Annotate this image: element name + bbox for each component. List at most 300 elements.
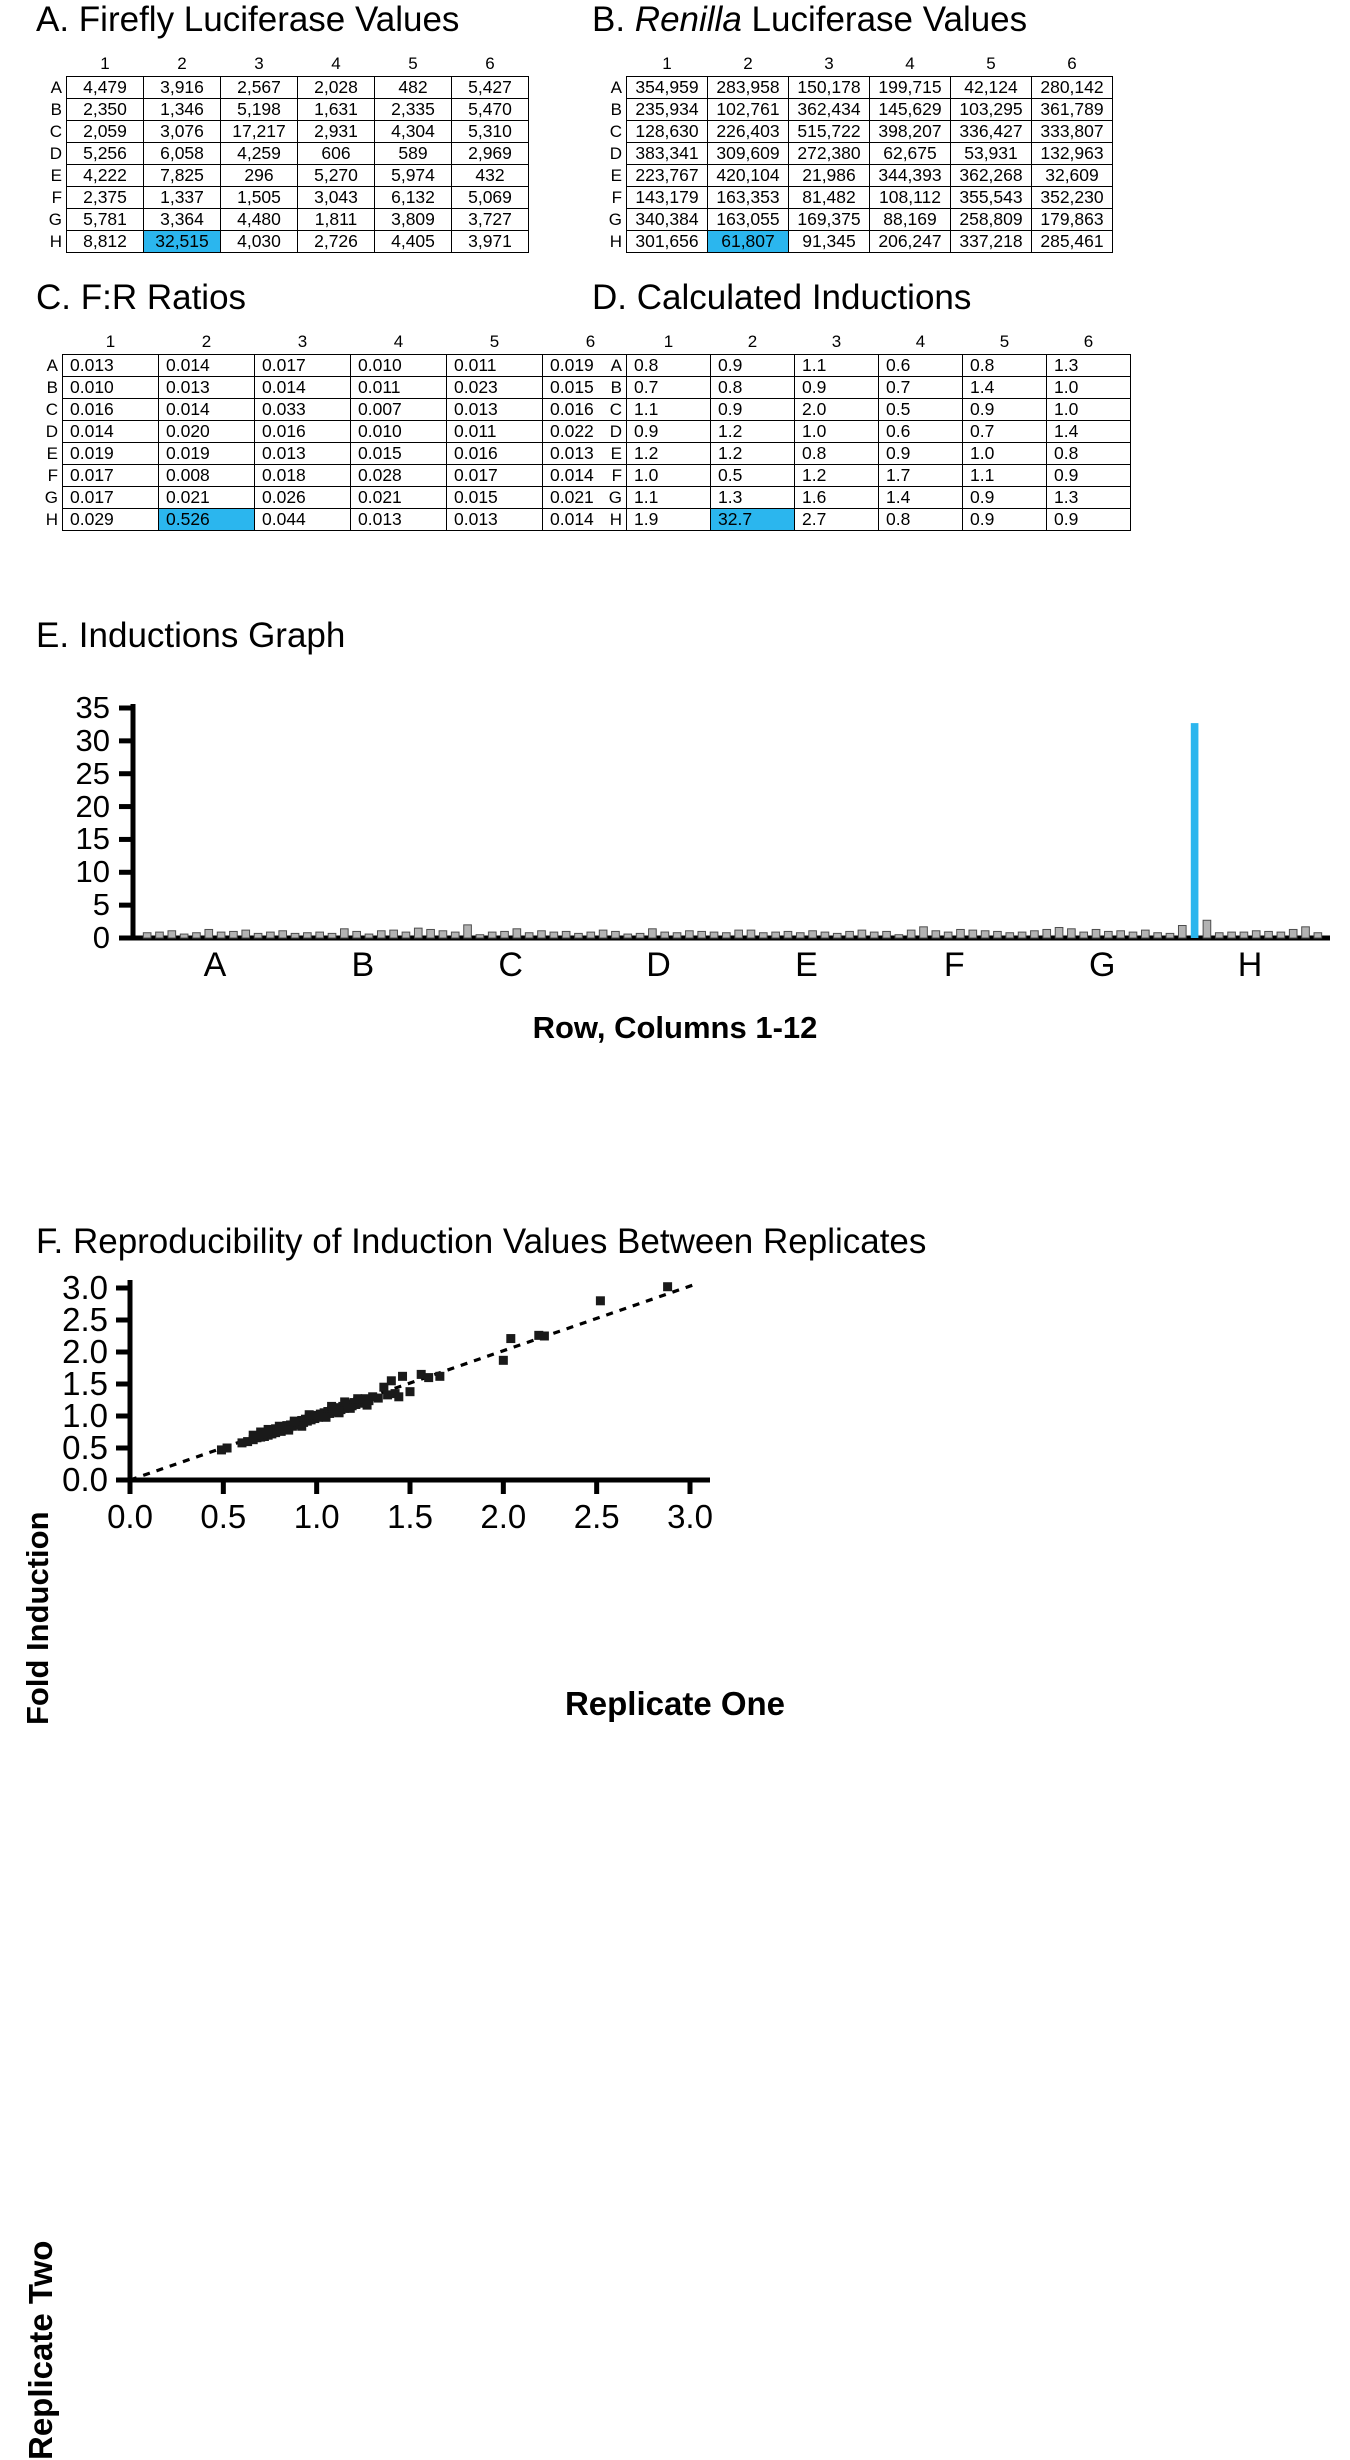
plate-corner (604, 52, 627, 77)
plate-cell: 1,631 (298, 99, 375, 121)
plate-cell: 32.7 (711, 509, 795, 531)
table-row (44, 99, 529, 121)
table-row (44, 77, 529, 99)
plate-cell: 0.014 (159, 399, 255, 421)
plate-row-header: C (45, 399, 58, 419)
plate-cell: 1.0 (1047, 377, 1131, 399)
bar-chart-y-tick: 5 (92, 887, 110, 923)
plate-cell: 1.7 (879, 465, 963, 487)
bar-chart-group-label: H (1237, 946, 1263, 984)
plate-cell: 0.9 (963, 509, 1047, 531)
plate-cell: 0.033 (255, 399, 351, 421)
bar-chart-y-tick: 30 (75, 722, 110, 758)
scatter-y-axis-title: Replicate Two (22, 2240, 59, 2460)
table-row (40, 355, 639, 377)
plate-cell: 88,169 (870, 209, 951, 231)
plate-row-header: H (609, 231, 622, 251)
table-row (604, 121, 1113, 143)
plate-row-header: D (45, 421, 58, 441)
scatter-x-tick: 3.0 (667, 1498, 713, 1535)
plate-cell: 0.007 (351, 399, 447, 421)
plate-cell: 0.016 (447, 443, 543, 465)
scatter-y-tick: 2.5 (62, 1301, 108, 1338)
plate-cell: 0.014 (63, 421, 159, 443)
plate-cell: 2,028 (298, 77, 375, 99)
plate-cell: 0.013 (543, 443, 639, 465)
plate-col-header: 6 (585, 332, 596, 351)
plate-row-header: A (610, 77, 622, 97)
scatter-x-tick: 2.5 (573, 1498, 620, 1535)
plate-cell: 0.015 (351, 443, 447, 465)
panel-a-title: A. Firefly Luciferase Values (36, 0, 460, 39)
table-row (44, 121, 529, 143)
plate-cell: 272,380 (789, 143, 870, 165)
scatter-x-tick: 1.0 (293, 1498, 340, 1535)
plate-row-header: E (610, 165, 622, 185)
plate-row-header: G (608, 209, 622, 229)
plate-cell: 0.029 (63, 509, 159, 531)
plate-cell: 0.7 (963, 421, 1047, 443)
plate-cell: 2,567 (221, 77, 298, 99)
plate-corner (604, 330, 627, 355)
table-row (604, 487, 1131, 509)
plate-col-header: 2 (743, 54, 753, 73)
plate-cell: 1.0 (627, 465, 711, 487)
plate-row-header: G (608, 487, 622, 507)
plate-cell: 61,807 (708, 231, 789, 253)
bar-chart-group-label: A (203, 946, 227, 984)
plate-cell: 1.6 (795, 487, 879, 509)
plate-cell: 32,609 (1032, 165, 1113, 187)
plate-col-header: 4 (331, 54, 341, 73)
plate-cell: 2.7 (795, 509, 879, 531)
plate-cell: 1.4 (1047, 421, 1131, 443)
plate-cell: 53,931 (951, 143, 1032, 165)
plate-cell: 0.015 (543, 377, 639, 399)
scatter-y-tick: 2.0 (62, 1333, 108, 1370)
plate-col-header: 3 (254, 54, 264, 73)
plate-cell: 482 (375, 77, 452, 99)
plate-col-header: 5 (986, 54, 996, 73)
plate-cell: 0.9 (879, 443, 963, 465)
plate-cell: 5,974 (375, 165, 452, 187)
table-row (40, 465, 639, 487)
scatter-x-tick: 1.5 (387, 1498, 433, 1535)
plate-cell: 2,335 (375, 99, 452, 121)
fr-ratios-table (40, 330, 639, 531)
plate-cell: 235,934 (627, 99, 708, 121)
reproducibility-scatter-chart (0, 1269, 1350, 2460)
plate-col-header: 4 (393, 332, 404, 351)
plate-cell: 0.008 (159, 465, 255, 487)
plate-col-header: 1 (663, 332, 674, 351)
plate-cell: 0.8 (711, 377, 795, 399)
panel-d-title: D. Calculated Inductions (592, 278, 972, 317)
scatter-x-tick: 0.0 (107, 1498, 153, 1535)
plate-cell: 337,218 (951, 231, 1032, 253)
plate-cell: 17,217 (221, 121, 298, 143)
plate-row-header: C (49, 121, 62, 141)
plate-cell: 150,178 (789, 77, 870, 99)
plate-cell: 32,515 (144, 231, 221, 253)
plate-cell: 355,543 (951, 187, 1032, 209)
plate-row-header: A (46, 355, 58, 375)
plate-row-header: H (609, 509, 622, 529)
plate-row-header: G (44, 487, 58, 507)
plate-cell: 0.6 (879, 355, 963, 377)
plate-cell: 309,609 (708, 143, 789, 165)
plate-row-header: B (610, 99, 622, 119)
plate-row-header: F (51, 187, 62, 207)
table-row (604, 165, 1113, 187)
plate-cell: 1,337 (144, 187, 221, 209)
plate-cell: 2.0 (795, 399, 879, 421)
plate-cell: 21,986 (789, 165, 870, 187)
plate-cell: 344,393 (870, 165, 951, 187)
plate-cell: 5,781 (67, 209, 144, 231)
table-row (44, 231, 529, 253)
calculated-inductions-table (604, 330, 1131, 531)
plate-cell: 1.0 (963, 443, 1047, 465)
plate-corner (40, 330, 63, 355)
plate-cell: 4,030 (221, 231, 298, 253)
plate-cell: 0.016 (255, 421, 351, 443)
plate-cell: 361,789 (1032, 99, 1113, 121)
plate-row-header: F (611, 187, 622, 207)
plate-cell: 340,384 (627, 209, 708, 231)
scatter-y-tick: 0.5 (62, 1429, 108, 1466)
table-row (604, 99, 1113, 121)
plate-cell: 0.5 (879, 399, 963, 421)
plate-row-header: E (46, 443, 58, 463)
plate-row-header: E (50, 165, 62, 185)
scatter-x-tick: 0.5 (200, 1498, 247, 1535)
table-row (40, 421, 639, 443)
plate-cell: 352,230 (1032, 187, 1113, 209)
plate-cell: 362,268 (951, 165, 1032, 187)
plate-cell: 1,346 (144, 99, 221, 121)
plate-col-header: 5 (408, 54, 418, 73)
plate-cell: 0.018 (255, 465, 351, 487)
plate-cell: 0.8 (627, 355, 711, 377)
plate-cell: 420,104 (708, 165, 789, 187)
table-row (604, 187, 1113, 209)
plate-col-header: 1 (662, 54, 672, 73)
plate-cell: 283,958 (708, 77, 789, 99)
plate-col-header: 4 (905, 54, 915, 73)
plate-row-header: A (50, 77, 62, 97)
plate-cell: 1.1 (627, 399, 711, 421)
plate-cell: 0.011 (351, 377, 447, 399)
plate-cell: 0.011 (447, 421, 543, 443)
plate-cell: 1.2 (711, 443, 795, 465)
plate-cell: 0.021 (543, 487, 639, 509)
bar-chart-x-axis-title: Row, Columns 1-12 (532, 1010, 818, 1045)
plate-cell: 0.9 (963, 399, 1047, 421)
plate-col-header: 6 (485, 54, 495, 73)
plate-cell: 42,124 (951, 77, 1032, 99)
plate-cell: 3,076 (144, 121, 221, 143)
plate-col-header: 5 (999, 332, 1010, 351)
plate-cell: 3,809 (375, 209, 452, 231)
plate-cell: 1.9 (627, 509, 711, 531)
plate-cell: 0.023 (447, 377, 543, 399)
plate-cell: 0.028 (351, 465, 447, 487)
scatter-y-tick: 1.0 (62, 1397, 108, 1434)
plate-cell: 2,969 (452, 143, 529, 165)
bar-chart-group-label: F (943, 946, 965, 984)
plate-cell: 145,629 (870, 99, 951, 121)
plate-cell: 5,069 (452, 187, 529, 209)
plate-cell: 108,112 (870, 187, 951, 209)
table-row (604, 443, 1131, 465)
plate-cell: 0.013 (63, 355, 159, 377)
scatter-x-tick: 2.0 (480, 1498, 527, 1535)
panel-c-title: C. F:R Ratios (36, 278, 247, 317)
plate-cell: 301,656 (627, 231, 708, 253)
plate-cell: 285,461 (1032, 231, 1113, 253)
plate-cell: 3,727 (452, 209, 529, 231)
plate-cell: 606 (298, 143, 375, 165)
bar-chart-y-axis-title: Fold Induction (20, 1511, 55, 1725)
plate-cell: 62,675 (870, 143, 951, 165)
plate-cell: 0.8 (795, 443, 879, 465)
plate-row-header: C (609, 399, 622, 419)
plate-row-header: B (46, 377, 58, 397)
plate-row-header: B (610, 377, 622, 397)
panel-b-title-italic: Renilla (634, 0, 742, 39)
table-row (40, 509, 639, 531)
plate-row-header: B (50, 99, 62, 119)
plate-cell: 0.014 (255, 377, 351, 399)
panel-b-title-post: Luciferase Values (741, 0, 1028, 39)
plate-cell: 8,812 (67, 231, 144, 253)
table-row (604, 231, 1113, 253)
plate-cell: 2,931 (298, 121, 375, 143)
plate-cell: 4,259 (221, 143, 298, 165)
plate-col-header: 4 (915, 332, 926, 351)
plate-cell: 5,270 (298, 165, 375, 187)
table-row (604, 77, 1113, 99)
plate-cell: 1,811 (298, 209, 375, 231)
plate-cell: 1,505 (221, 187, 298, 209)
bar-chart-group-label: B (351, 946, 375, 984)
plate-cell: 0.8 (879, 509, 963, 531)
plate-cell: 128,630 (627, 121, 708, 143)
plate-cell: 199,715 (870, 77, 951, 99)
bar-chart-y-tick: 25 (75, 755, 110, 791)
table-row (40, 377, 639, 399)
plate-cell: 81,482 (789, 187, 870, 209)
plate-cell: 0.026 (255, 487, 351, 509)
plate-cell: 1.0 (795, 421, 879, 443)
plate-cell: 3,364 (144, 209, 221, 231)
plate-cell: 5,470 (452, 99, 529, 121)
plate-cell: 91,345 (789, 231, 870, 253)
plate-cell: 0.019 (543, 355, 639, 377)
plate-cell: 5,256 (67, 143, 144, 165)
plate-cell: 0.044 (255, 509, 351, 531)
plate-cell: 0.019 (63, 443, 159, 465)
plate-cell: 2,375 (67, 187, 144, 209)
plate-col-header: 3 (831, 332, 842, 351)
plate-cell: 0.014 (543, 509, 639, 531)
panel-e-title: E. Inductions Graph (36, 616, 346, 655)
plate-cell: 0.013 (159, 377, 255, 399)
plate-cell: 1.1 (627, 487, 711, 509)
plate-cell: 0.013 (447, 509, 543, 531)
table-row (44, 209, 529, 231)
plate-row-header: F (611, 465, 622, 485)
plate-cell: 0.010 (351, 355, 447, 377)
plate-cell: 3,916 (144, 77, 221, 99)
plate-cell: 206,247 (870, 231, 951, 253)
table-row (40, 399, 639, 421)
table-row (604, 355, 1131, 377)
plate-cell: 226,403 (708, 121, 789, 143)
plate-cell: 2,059 (67, 121, 144, 143)
plate-cell: 0.017 (447, 465, 543, 487)
plate-cell: 398,207 (870, 121, 951, 143)
plate-cell: 0.010 (351, 421, 447, 443)
plate-col-header: 2 (747, 332, 758, 351)
plate-cell: 0.014 (543, 465, 639, 487)
table-row (44, 165, 529, 187)
plate-col-header: 6 (1067, 54, 1077, 73)
plate-cell: 0.9 (1047, 465, 1131, 487)
plate-cell: 163,055 (708, 209, 789, 231)
plate-cell: 1.4 (879, 487, 963, 509)
plate-cell: 1.2 (795, 465, 879, 487)
plate-cell: 0.015 (447, 487, 543, 509)
plate-cell: 0.019 (159, 443, 255, 465)
panel-f-title: F. Reproducibility of Induction Values Between Replicates (36, 1222, 927, 1261)
plate-cell: 333,807 (1032, 121, 1113, 143)
plate-cell: 1.2 (627, 443, 711, 465)
plate-row-header: H (49, 231, 62, 251)
plate-cell: 0.7 (879, 377, 963, 399)
plate-cell: 0.021 (351, 487, 447, 509)
scatter-y-tick: 0.0 (62, 1461, 108, 1498)
bar-chart-group-label: E (795, 946, 818, 984)
plate-row-header: E (610, 443, 622, 463)
table-row (604, 509, 1131, 531)
scatter-x-axis-title: Replicate One (564, 1685, 786, 1722)
plate-col-header: 5 (489, 332, 500, 351)
plate-cell: 132,963 (1032, 143, 1113, 165)
plate-cell: 0.016 (63, 399, 159, 421)
plate-cell: 362,434 (789, 99, 870, 121)
plate-cell: 0.6 (879, 421, 963, 443)
plate-cell: 0.022 (543, 421, 639, 443)
plate-cell: 2,350 (67, 99, 144, 121)
plate-cell: 5,427 (452, 77, 529, 99)
plate-cell: 0.014 (159, 355, 255, 377)
plate-row-header: F (47, 465, 58, 485)
plate-col-header: 1 (105, 332, 116, 351)
plate-col-header: 6 (1083, 332, 1094, 351)
plate-cell: 0.8 (1047, 443, 1131, 465)
plate-cell: 0.013 (255, 443, 351, 465)
plate-cell: 296 (221, 165, 298, 187)
plate-cell: 0.9 (711, 399, 795, 421)
plate-row-header: A (610, 355, 622, 375)
table-row (44, 187, 529, 209)
plate-cell: 2,726 (298, 231, 375, 253)
plate-cell: 515,722 (789, 121, 870, 143)
plate-cell: 0.526 (159, 509, 255, 531)
plate-cell: 5,198 (221, 99, 298, 121)
plate-cell: 0.9 (627, 421, 711, 443)
plate-cell: 6,058 (144, 143, 221, 165)
plate-cell: 383,341 (627, 143, 708, 165)
plate-cell: 1.1 (963, 465, 1047, 487)
plate-cell: 3,043 (298, 187, 375, 209)
plate-cell: 0.021 (159, 487, 255, 509)
plate-cell: 179,863 (1032, 209, 1113, 231)
plate-cell: 1.3 (711, 487, 795, 509)
plate-cell: 1.4 (963, 377, 1047, 399)
bar-chart-group-label: C (498, 946, 523, 984)
plate-cell: 4,304 (375, 121, 452, 143)
table-row (604, 421, 1131, 443)
bar-chart-y-tick: 0 (92, 920, 110, 955)
table-row (604, 399, 1131, 421)
table-row (40, 443, 639, 465)
plate-cell: 163,353 (708, 187, 789, 209)
plate-row-header: H (45, 509, 58, 529)
table-row (604, 377, 1131, 399)
plate-col-header: 3 (824, 54, 834, 73)
plate-col-header: 3 (297, 332, 308, 351)
plate-col-header: 2 (177, 54, 187, 73)
table-row (604, 209, 1113, 231)
plate-cell: 0.9 (1047, 509, 1131, 531)
plate-col-header: 2 (201, 332, 212, 351)
plate-cell: 0.011 (447, 355, 543, 377)
plate-cell: 5,310 (452, 121, 529, 143)
plate-cell: 223,767 (627, 165, 708, 187)
plate-cell: 354,959 (627, 77, 708, 99)
plate-cell: 1.2 (711, 421, 795, 443)
plate-cell: 0.013 (351, 509, 447, 531)
plate-cell: 7,825 (144, 165, 221, 187)
plate-cell: 1.0 (1047, 399, 1131, 421)
plate-cell: 103,295 (951, 99, 1032, 121)
plate-cell: 0.017 (255, 355, 351, 377)
scatter-y-tick: 3.0 (62, 1269, 108, 1306)
plate-cell: 0.017 (63, 487, 159, 509)
panel-b-title-pre: B. (592, 0, 635, 39)
plate-cell: 169,375 (789, 209, 870, 231)
plate-cell: 336,427 (951, 121, 1032, 143)
plate-cell: 0.016 (543, 399, 639, 421)
plate-cell: 1.3 (1047, 355, 1131, 377)
table-row (44, 143, 529, 165)
plate-cell: 280,142 (1032, 77, 1113, 99)
bar-chart-y-tick: 35 (75, 690, 110, 725)
plate-cell: 1.3 (1047, 487, 1131, 509)
bar-chart-y-tick: 20 (75, 788, 110, 824)
bar-chart-group-label: G (1088, 946, 1116, 984)
plate-cell: 0.8 (963, 355, 1047, 377)
scatter-y-tick: 1.5 (62, 1365, 108, 1402)
plate-cell: 0.017 (63, 465, 159, 487)
bar-chart-y-tick: 10 (75, 854, 110, 890)
panel-b-title (592, 0, 1027, 40)
table-row (40, 487, 639, 509)
plate-cell: 258,809 (951, 209, 1032, 231)
